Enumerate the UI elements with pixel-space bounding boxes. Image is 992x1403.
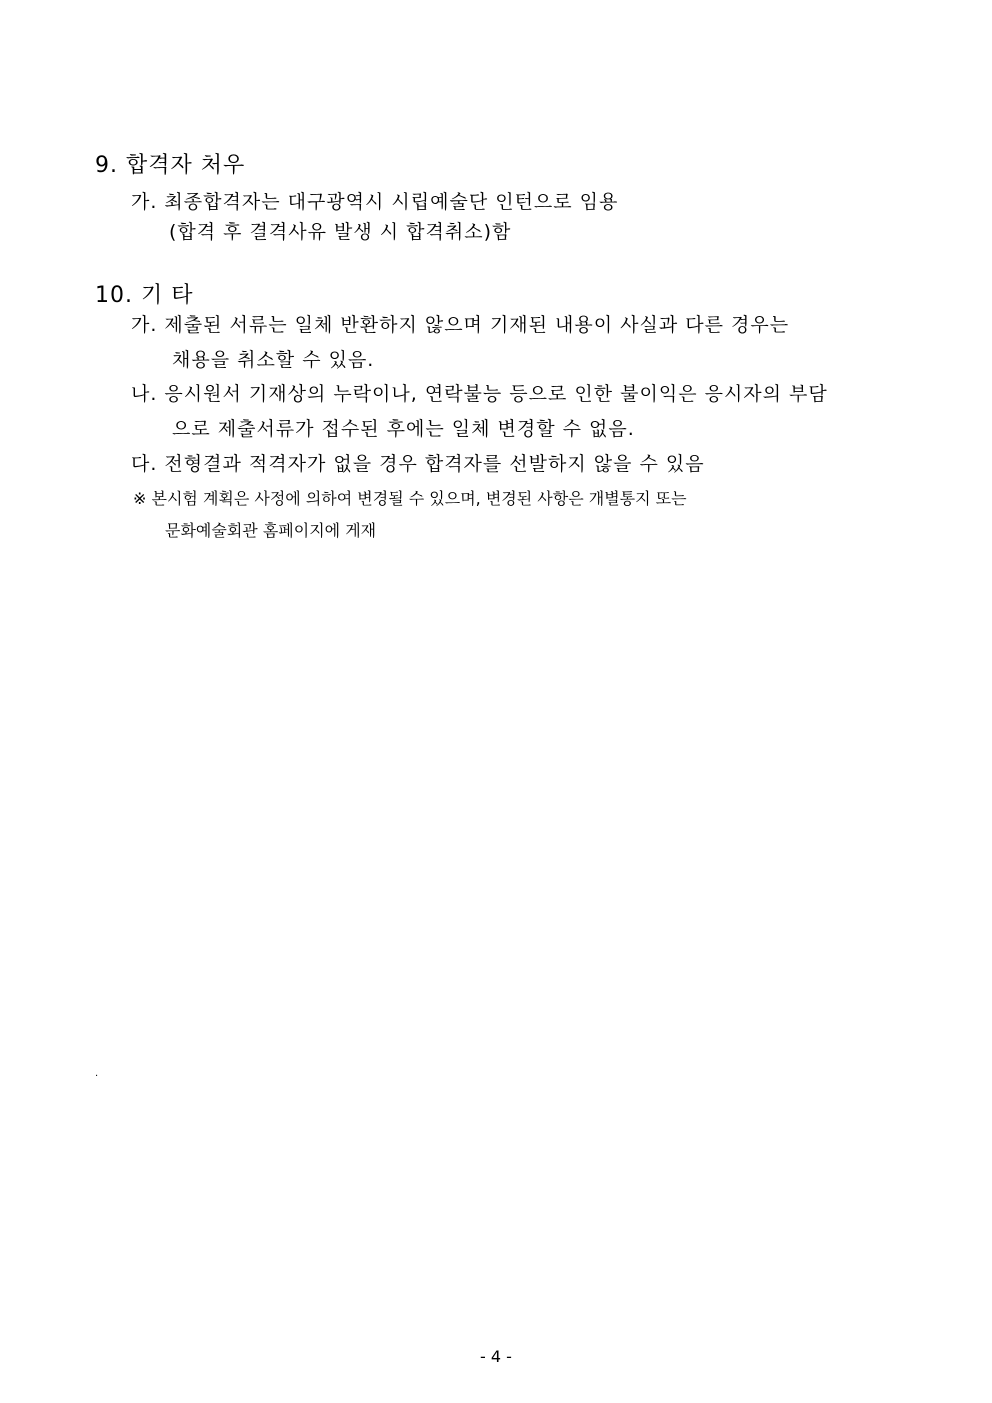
section-10-item-ga-line1: 가. 제출된 서류는 일체 반환하지 않으며 기재된 내용이 사실과 다른 경우는 [131,314,790,336]
page-number: - 4 - [480,1347,512,1366]
note-line2: 문화예술회관 홈페이지에 게재 [165,521,377,540]
section-10-heading: 10. 기 타 [95,283,194,308]
section-10-item-na-line2: 으로 제출서류가 접수된 후에는 일체 변경할 수 없음. [172,418,635,440]
stray-mark: . [95,1068,99,1079]
section-9-item-ga-line2: (합격 후 결격사유 발생 시 합격취소)함 [169,221,512,243]
section-10-item-da-line1: 다. 전형결과 적격자가 없을 경우 합격자를 선발하지 않을 수 있음 [131,453,705,475]
section-10-item-na-line1: 나. 응시원서 기재상의 누락이나, 연락불능 등으로 인한 불이익은 응시자의 부담 [131,383,828,405]
note-line1: ※ 본시험 계획은 사정에 의하여 변경될 수 있으며, 변경된 사항은 개별통지 또는 [133,489,687,508]
section-9-item-ga-line1: 가. 최종합격자는 대구광역시 시립예술단 인턴으로 임용 [131,191,619,213]
section-10-item-ga-line2: 채용을 취소할 수 있음. [172,349,375,371]
section-9-heading: 9. 합격자 처우 [95,153,246,178]
